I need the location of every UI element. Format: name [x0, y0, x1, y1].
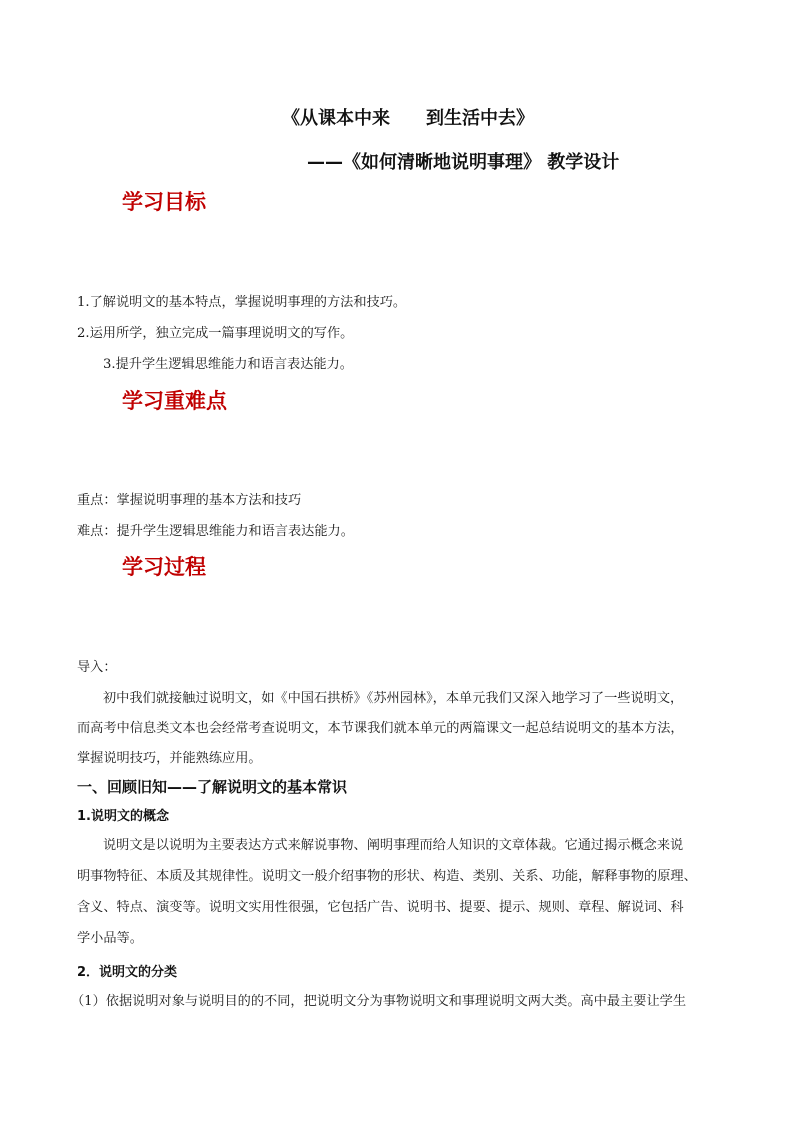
intro-label: 导入： [77, 660, 117, 675]
part-heading-review: 一、回顾旧知——了解说明文的基本常识 [77, 778, 348, 796]
concept-line: 说明文是以说明为主要表达方式来解说事物、阐明事理而给人知识的文章体裁。它通过揭示概念来说 [103, 838, 684, 853]
key-point-item: 重点：掌握说明事理的基本方法和技巧 [77, 493, 302, 508]
section-heading-process: 学习过程 [122, 555, 206, 579]
concept-line: 含义、特点、演变等。说明文实用性很强，它包括广告、说明书、提要、提示、规则、章程、解说词、科 [77, 900, 684, 915]
goal-item-3: 3.提升学生逻辑思维能力和语言表达能力。 [103, 357, 353, 372]
doc-title-line1: 《从课本中来 到生活中去》 [282, 108, 534, 129]
goal-item-2: 2.运用所学，独立完成一篇事理说明文的写作。 [77, 326, 354, 341]
doc-title-line2: ——《如何清晰地说明事理》 教学设计 [307, 152, 620, 173]
intro-line: 掌握说明技巧，并能熟练应用。 [77, 751, 262, 766]
subheading-concept: 1.说明文的概念 [77, 809, 169, 824]
section-heading-goals: 学习目标 [122, 190, 206, 214]
concept-line: 明事物特征、本质及其规律性。说明文一般介绍事物的形状、构造、类别、关系、功能，解释事物的原理、 [77, 869, 697, 884]
subheading-classification: 2．说明文的分类 [77, 965, 178, 980]
difficult-point-item: 难点：提升学生逻辑思维能力和语言表达能力。 [77, 524, 354, 539]
classification-line: （1）依据说明对象与说明目的的不同，把说明文分为事物说明文和事理说明文两大类。高中最主要让学生 [71, 994, 687, 1009]
goal-item-1: 1.了解说明文的基本特点，掌握说明事理的方法和技巧。 [77, 295, 407, 310]
section-heading-key-points: 学习重难点 [122, 389, 227, 413]
intro-line: 而高考中信息类文本也会经常考查说明文，本节课我们就本单元的两篇课文一起总结说明文的基本方法， [77, 721, 684, 736]
intro-line: 初中我们就接触过说明文，如《中国石拱桥》《苏州园林》，本单元我们又深入地学习了一些说明文， [103, 691, 684, 706]
concept-line: 学小品等。 [77, 931, 143, 946]
